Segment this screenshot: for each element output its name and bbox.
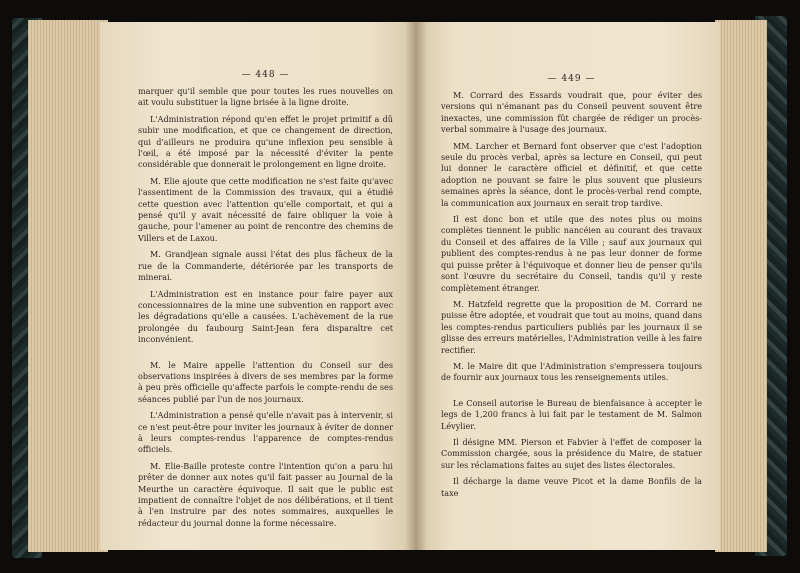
paragraph: MM. Larcher et Bernard font observer que c'est l'adoption seule du procès verbal, après sa lecture en Conseil, qui peut lui donner le caractère officiel et définitif, et que cette adoption ne pouvant se faire le plus souvent que plusieurs semaines après la séance, dont le procès-verbal rend compte, la communication aux journaux en serait trop tardive. bbox=[441, 140, 702, 208]
right-page-edges bbox=[715, 20, 767, 552]
paragraph: M. Grandjean signale aussi l'état des plus fâcheux de la rue de la Commanderie, détériorée par les transports de minerai. bbox=[138, 249, 393, 283]
paragraph: M. Elie ajoute que cette modification ne s'est faite qu'avec l'assentiment de la Commission des travaux, qui a étudié cette question avec l'attention qu'elle comportait, et qui a pensé qu'il y avait nécessité de faire obliquer la voie à gauche, pour l'amener au point de rencontre des chemins de Villers et de Laxou. bbox=[138, 175, 393, 243]
paragraph: M. le Maire dit que l'Administration s'empressera toujours de fournir aux journaux tous les renseignements utiles. bbox=[441, 360, 702, 383]
page-number: — 449 — bbox=[547, 74, 596, 84]
paragraph: Il décharge la dame veuve Picot et la dame Bonfils de la taxe bbox=[441, 476, 702, 498]
left-page-edges bbox=[28, 20, 108, 552]
paragraph: Le Conseil autorise le Bureau de bienfaisance à accepter le legs de 1,200 francs à lui fait par le testament de M. Salmon Lévylier. bbox=[441, 397, 702, 431]
right-page bbox=[415, 22, 720, 550]
paragraph: L'Administration a pensé qu'elle n'avait pas à intervenir, si ce n'est peut-être pour inviter les journaux à éviter de donner à leurs comptes-rendus l'apparence de comptes-rendus officiels. bbox=[138, 410, 393, 455]
paragraph: L'Administration est en instance pour faire payer aux concessionnaires de la mine une subvention en rapport avec les dégradations qu'elle a causées. L'achèvement de la rue prolongée du faubourg Saint-Jean fera disparaître cet inconvénient. bbox=[138, 288, 393, 345]
paragraph: M. Hatzfeld regrette que la proposition de M. Corrard ne puisse être adoptée, et voudrait que tout au moins, quand dans les comptes-rendus particuliers publiés par les journaux il se glisse des erreurs matérielles, l'Administration veille à les faire rectifier. bbox=[441, 298, 702, 355]
paragraph: M. Corrard des Essards voudrait que, pour éviter des versions qui n'émanant pas du Conseil peuvent souvent être inexactes, une commission fût chargée de rédiger un procès-verbal sommaire à l'usage des journaux. bbox=[441, 90, 702, 135]
left-page bbox=[100, 22, 415, 550]
paragraph: Il est donc bon et utile que des notes plus ou moins complètes tiennent le public nancéien au courant des travaux du Conseil et des affaires de la Ville ; sauf aux journaux qui publient des comptes-rendus à ne pas leur donner de forme qui puisse prêter à l'équivoque et donner lieu de penser qu'ils sont l'œuvre du secrétaire du Conseil, tandis qu'il y reste complètement étranger. bbox=[441, 214, 702, 293]
paragraph: marquer qu'il semble que pour toutes les rues nouvelles on ait voulu substituer la ligne brisée à la ligne droite. bbox=[138, 86, 393, 108]
paragraph: M. Elie-Baille proteste contre l'intention qu'on a paru lui prêter de donner aux notes qu'il fait passer au Journal de la Meurthe un caractère équivoque. Il sait que le public est impatient de connaître l'objet de nos délibérations, et il tient à l'en instruire par des notes sommaires, auxquelles le rédacteur du journal donne la forme nécessaire. bbox=[138, 460, 393, 528]
paragraph: M. le Maire appelle l'attention du Conseil sur des observations inspirées à divers de ses membres par la forme à peu près officielle qu'affecte parfois le compte-rendu de ses séances publié par l'un de nos journaux. bbox=[138, 359, 393, 404]
book-gutter bbox=[405, 22, 427, 550]
paragraph: Il désigne MM. Pierson et Fabvier à l'effet de composer la Commission chargée, sous la présidence du Maire, de statuer sur les réclamations faites au sujet des listes électorales. bbox=[441, 436, 702, 470]
page-number: — 448 — bbox=[241, 70, 290, 80]
paragraph: L'Administration répond qu'en effet le projet primitif a dû subir une modification, et que ce changement de direction, qui d'ailleurs ne produira qu'une inflexion peu sensible à l'œil, a été imposé par la nécessité d'éviter la pente considérable que donnerait le prolongement en ligne droite. bbox=[138, 113, 393, 170]
